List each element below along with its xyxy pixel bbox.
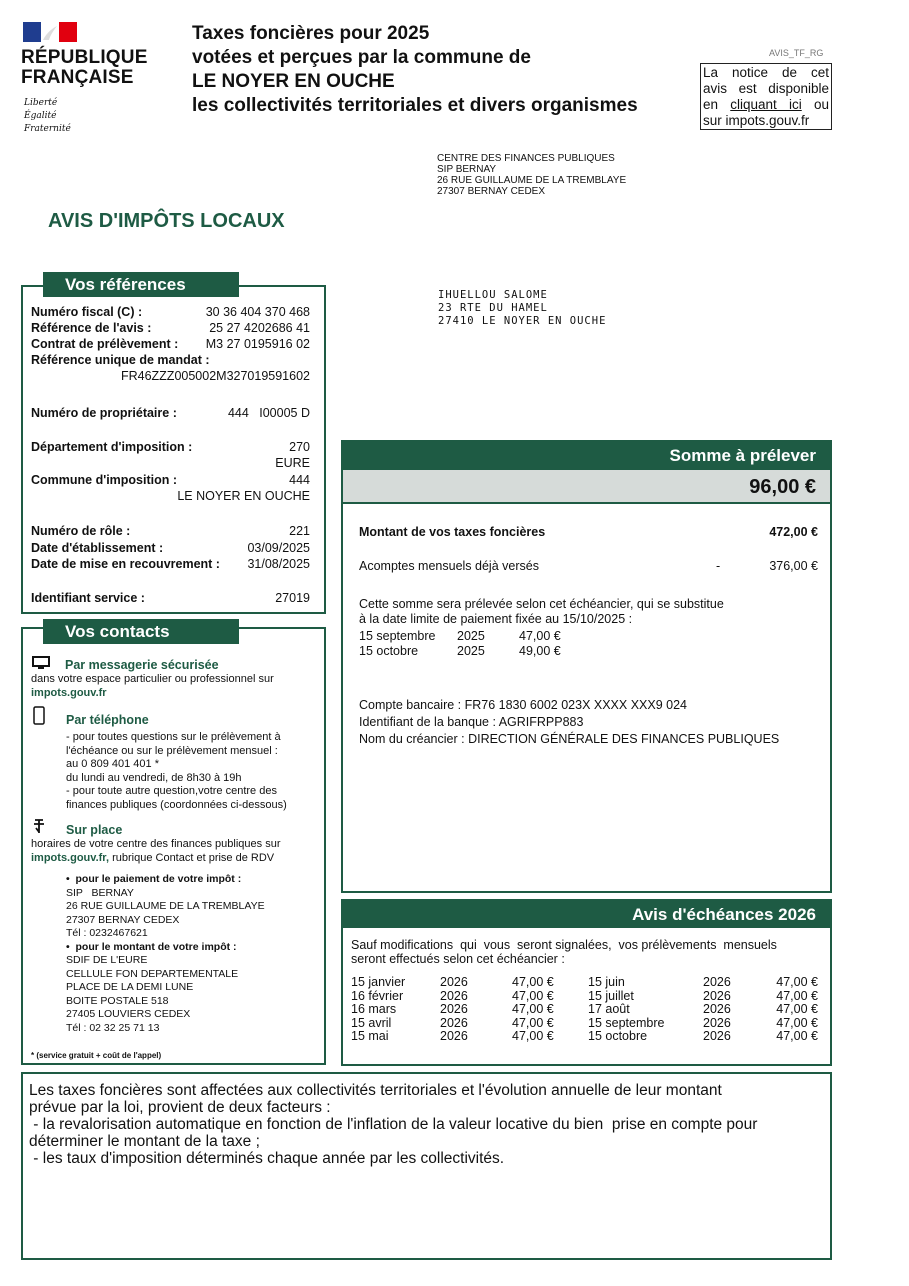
title-line-4: les collectivités territoriales et divers organismes xyxy=(192,95,638,116)
commune-label: Commune d'imposition : xyxy=(31,473,178,487)
paiement-line: 27307 BERNAY CEDEX xyxy=(66,913,180,926)
notice-line-1: La notice de cet xyxy=(703,65,829,80)
echeance-row xyxy=(359,644,561,659)
montant-line: 27405 LOUVIERS CEDEX xyxy=(66,1008,191,1020)
center-address-line: 26 RUE GUILLAUME DE LA TREMBLAYE xyxy=(437,175,627,186)
references-tab: Vos références xyxy=(43,272,239,297)
ref-avis-value: 25 27 4202686 41 xyxy=(209,321,310,335)
ref-avis-label: Référence de l'avis : xyxy=(31,321,152,335)
notice-line-4: sur impots.gouv.fr xyxy=(703,113,810,128)
recipient-address xyxy=(438,289,606,328)
echeance-2026-row xyxy=(588,976,820,990)
surplace-site-link[interactable]: impots.gouv.fr, xyxy=(31,852,110,864)
echeance-2026-year: 2026 xyxy=(703,988,731,1003)
echeance-2026-amount: 47,00 € xyxy=(512,1015,554,1030)
title-line-1: Taxes foncières pour 2025 xyxy=(192,23,430,44)
echeances-intro-line: seront effectués selon cet échéancier : xyxy=(351,952,565,966)
echeance-2026-row xyxy=(588,1003,820,1017)
somme-amount: 96,00 € xyxy=(343,470,830,504)
service-label: Identifiant service : xyxy=(31,591,145,605)
echeances-left xyxy=(351,976,554,1044)
echeance-2026-amount: 47,00 € xyxy=(776,1015,818,1030)
numero-fiscal-value: 30 36 404 370 468 xyxy=(205,305,310,319)
echeance-2026-amount: 47,00 € xyxy=(512,1002,554,1017)
echeance-2026-amount: 47,00 € xyxy=(776,975,818,989)
montant-line: CELLULE FON DEPARTEMENTALE xyxy=(66,967,239,980)
echeances-2026-header: Avis d'échéances 2026 xyxy=(343,901,830,928)
montant-line: Tél : 02 32 25 71 13 xyxy=(66,1021,160,1034)
echeance-date: 15 octobre xyxy=(359,644,419,658)
recipient-city: 27410 LE NOYER EN OUCHE xyxy=(438,315,607,327)
logo-line-1: RÉPUBLIQUE xyxy=(21,47,148,68)
telephone-text xyxy=(66,731,321,812)
info-line: - la revalorisation automatique en fonction de l'inflation de la valeur locative du bien prise en compte pour xyxy=(29,1116,758,1133)
messagerie-site-link[interactable]: impots.gouv.fr xyxy=(31,687,107,699)
echeance-amount: 49,00 € xyxy=(519,644,561,658)
notice-post: ou xyxy=(801,97,829,112)
paiement-title: • pour le paiement de votre impôt : xyxy=(66,873,242,885)
republique-flag-icon xyxy=(23,22,77,42)
notice-box xyxy=(700,63,832,130)
echeance-list xyxy=(359,629,561,659)
echeance-2026-year: 2026 xyxy=(703,1015,731,1030)
messagerie-title: Par messagerie sécurisée xyxy=(65,658,219,672)
etablissement-label: Date d'établissement : xyxy=(31,541,164,555)
surplace-rest: rubrique Contact et prise de RDV xyxy=(109,852,275,864)
echeances-intro-line: Sauf modifications qui vous seront signalées, vos prélèvements mensuels xyxy=(351,938,777,952)
echeance-2026-row xyxy=(351,990,554,1004)
montant-line: BOITE POSTALE 518 xyxy=(66,994,169,1007)
messagerie-text: dans votre espace particulier ou professionnel sur xyxy=(31,673,274,685)
center-address-line: SIP BERNAY xyxy=(437,164,497,175)
commune-name: LE NOYER EN OUCHE xyxy=(177,489,310,503)
echeance-2026-row xyxy=(588,990,820,1004)
numero-fiscal-label: Numéro fiscal (C) : xyxy=(31,305,143,319)
echeance-2026-month: 15 juillet xyxy=(588,988,634,1003)
somme-box xyxy=(341,440,832,893)
echeance-2026-row xyxy=(351,1017,554,1031)
echeance-2026-row xyxy=(351,976,554,990)
motto-egalite: Égalité xyxy=(24,111,57,121)
montant-line: SDIF DE L'EURE xyxy=(66,954,148,966)
echeance-2026-year: 2026 xyxy=(703,975,731,989)
acomptes-sign: - xyxy=(716,559,721,573)
notice-line-3 xyxy=(703,97,829,113)
echeance-2026-year: 2026 xyxy=(440,1002,468,1017)
identifiant-banque: Identifiant de la banque : AGRIFRPP883 xyxy=(359,715,584,729)
document-title xyxy=(192,22,638,118)
recouvrement-value: 31/08/2025 xyxy=(247,557,310,571)
surplace-text: horaires de votre centre des finances publiques sur xyxy=(31,838,281,850)
info-line: Les taxes foncières sont affectées aux collectivités territoriales et l'évolution annuelle de leur montant xyxy=(29,1082,722,1099)
echeancier-line: à la date limite de paiement fixée au 15/10/2025 : xyxy=(359,612,633,626)
role-value: 221 xyxy=(289,524,310,538)
departement-label: Département d'imposition : xyxy=(31,440,193,454)
proprietaire-label: Numéro de propriétaire : xyxy=(31,406,177,420)
echeance-2026-year: 2026 xyxy=(440,1015,468,1030)
echeance-2026-amount: 47,00 € xyxy=(512,975,554,989)
ref-mandat-label: Référence unique de mandat : xyxy=(31,353,210,367)
echeance-2026-month: 15 septembre xyxy=(588,1015,665,1030)
echeance-2026-year: 2026 xyxy=(440,975,468,989)
bank-details xyxy=(359,697,779,748)
paiement-line: Tél : 0232467621 xyxy=(66,927,148,939)
telephone-line: - pour toutes questions sur le prélèvement à xyxy=(66,731,281,743)
montant-title: • pour le montant de votre impôt : xyxy=(66,940,237,953)
echeance-2026-month: 16 février xyxy=(351,988,404,1003)
recouvrement-label: Date de mise en recouvrement : xyxy=(31,557,220,571)
echeance-date: 15 septembre xyxy=(359,629,436,643)
echeance-2026-amount: 47,00 € xyxy=(776,1029,818,1044)
nom-creancier: Nom du créancier : DIRECTION GÉNÉRALE DES FINANCES PUBLIQUES xyxy=(359,732,780,746)
title-line-2: votées et perçues par la commune de xyxy=(192,47,531,68)
info-line: - les taux d'imposition déterminés chaque année par les collectivités. xyxy=(29,1150,505,1167)
echeance-2026-month: 15 avril xyxy=(351,1015,392,1030)
recipient-street: 23 RTE DU HAMEL xyxy=(438,302,548,314)
telephone-line: du lundi au vendredi, de 8h30 à 19h xyxy=(66,771,242,784)
info-box xyxy=(21,1072,832,1260)
echeancier-text xyxy=(359,597,724,627)
info-line: déterminer le montant de la taxe ; xyxy=(29,1133,260,1150)
paiement-block xyxy=(66,873,265,1035)
service-value: 27019 xyxy=(275,591,310,605)
echeance-2026-row xyxy=(588,1030,820,1044)
logo-line-2: FRANÇAISE xyxy=(21,67,134,88)
echeance-2026-row xyxy=(588,1017,820,1031)
republique-logo-text xyxy=(21,48,148,88)
ref-mandat-value: FR46ZZZ005002M327019591602 xyxy=(120,369,310,383)
center-address xyxy=(437,153,626,197)
center-address-line: CENTRE DES FINANCES PUBLIQUES xyxy=(437,153,615,164)
telephone-number: au 0 809 401 401 * xyxy=(66,758,159,770)
telephone-title: Par téléphone xyxy=(66,713,149,727)
commune-code: 444 xyxy=(289,473,310,487)
montant-title-text: pour le montant de votre impôt : xyxy=(75,940,237,953)
departement-name: EURE xyxy=(275,456,310,470)
echeance-2026-amount: 47,00 € xyxy=(512,988,554,1003)
center-address-line: 27307 BERNAY CEDEX xyxy=(437,186,546,197)
montant-value: 472,00 € xyxy=(769,525,818,539)
motto-fraternite: Fraternité xyxy=(24,124,71,134)
echeance-year: 2025 xyxy=(457,644,485,658)
acomptes-label: Acomptes mensuels déjà versés xyxy=(359,559,539,573)
paiement-line: SIP BERNAY xyxy=(66,886,134,899)
departement-code: 270 xyxy=(289,440,310,454)
montant-label: Montant de vos taxes foncières xyxy=(359,525,546,539)
motto xyxy=(24,97,71,136)
somme-header: Somme à prélever xyxy=(343,442,830,470)
echeance-2026-year: 2026 xyxy=(440,1029,468,1044)
echeance-2026-month: 15 juin xyxy=(588,975,625,989)
contrat-label: Contrat de prélèvement : xyxy=(31,337,179,351)
echeance-2026-amount: 47,00 € xyxy=(512,1029,554,1044)
echeance-row xyxy=(359,629,561,644)
surplace-title: Sur place xyxy=(66,823,123,837)
echeance-2026-year: 2026 xyxy=(703,1029,731,1044)
echeance-2026-month: 15 mai xyxy=(351,1029,389,1044)
acomptes-value: 376,00 € xyxy=(769,559,818,573)
telephone-line: l'échéance ou sur le prélèvement mensuel : xyxy=(66,744,278,757)
contacts-tab: Vos contacts xyxy=(43,619,239,644)
info-line: prévue par la loi, provient de deux facteurs : xyxy=(29,1099,331,1116)
title-line-3: LE NOYER EN OUCHE xyxy=(192,71,395,92)
echeance-year: 2025 xyxy=(457,629,485,643)
paiement-line: 26 RUE GUILLAUME DE LA TREMBLAYE xyxy=(66,900,265,912)
echeance-2026-year: 2026 xyxy=(703,1002,731,1017)
montant-line: PLACE DE LA DEMI LUNE xyxy=(66,981,194,993)
contrat-value: M3 27 0195916 02 xyxy=(205,337,310,351)
echeances-right xyxy=(588,976,820,1044)
echeance-2026-month: 15 octobre xyxy=(588,1029,648,1044)
telephone-line: finances publiques (coordonnées ci-dessous) xyxy=(66,798,287,811)
echeance-2026-row xyxy=(351,1030,554,1044)
echeance-amount: 47,00 € xyxy=(519,629,561,643)
phone-icon xyxy=(33,706,45,730)
echeance-2026-amount: 47,00 € xyxy=(776,988,818,1003)
compte-bancaire: Compte bancaire : FR76 1830 6002 023X XXXX XXX9 024 xyxy=(359,698,687,712)
echeance-2026-row xyxy=(351,1003,554,1017)
echeancier-line: Cette somme sera prélevée selon cet échéancier, qui se substitue xyxy=(359,597,724,611)
role-label: Numéro de rôle : xyxy=(31,524,131,538)
echeance-2026-month: 17 août xyxy=(588,1002,630,1017)
footnote: * (service gratuit + coût de l'appel) xyxy=(31,1051,162,1060)
surplace-rubrique xyxy=(31,852,274,866)
notice-link[interactable]: cliquant ici xyxy=(730,97,802,112)
location-icon xyxy=(32,818,46,839)
avis-code: AVIS_TF_RG xyxy=(769,48,824,58)
telephone-line: - pour toute autre question,votre centre des xyxy=(66,785,277,797)
proprietaire-value: 444 I00005 D xyxy=(227,406,310,420)
etablissement-value: 03/09/2025 xyxy=(247,541,310,555)
avis-title: AVIS D'IMPÔTS LOCAUX xyxy=(48,210,285,232)
paiement-title-text: pour le paiement de votre impôt : xyxy=(75,873,242,885)
recipient-name: IHUELLOU SALOME xyxy=(438,289,548,301)
echeances-intro xyxy=(351,938,820,966)
echeance-2026-month: 15 janvier xyxy=(351,975,406,989)
echeance-2026-amount: 47,00 € xyxy=(776,1002,818,1017)
notice-line-2: avis est disponible xyxy=(703,81,829,96)
echeance-2026-month: 16 mars xyxy=(351,1002,397,1017)
notice-pre: en xyxy=(703,97,731,112)
echeance-2026-year: 2026 xyxy=(440,988,468,1003)
motto-liberte: Liberté xyxy=(24,98,58,108)
